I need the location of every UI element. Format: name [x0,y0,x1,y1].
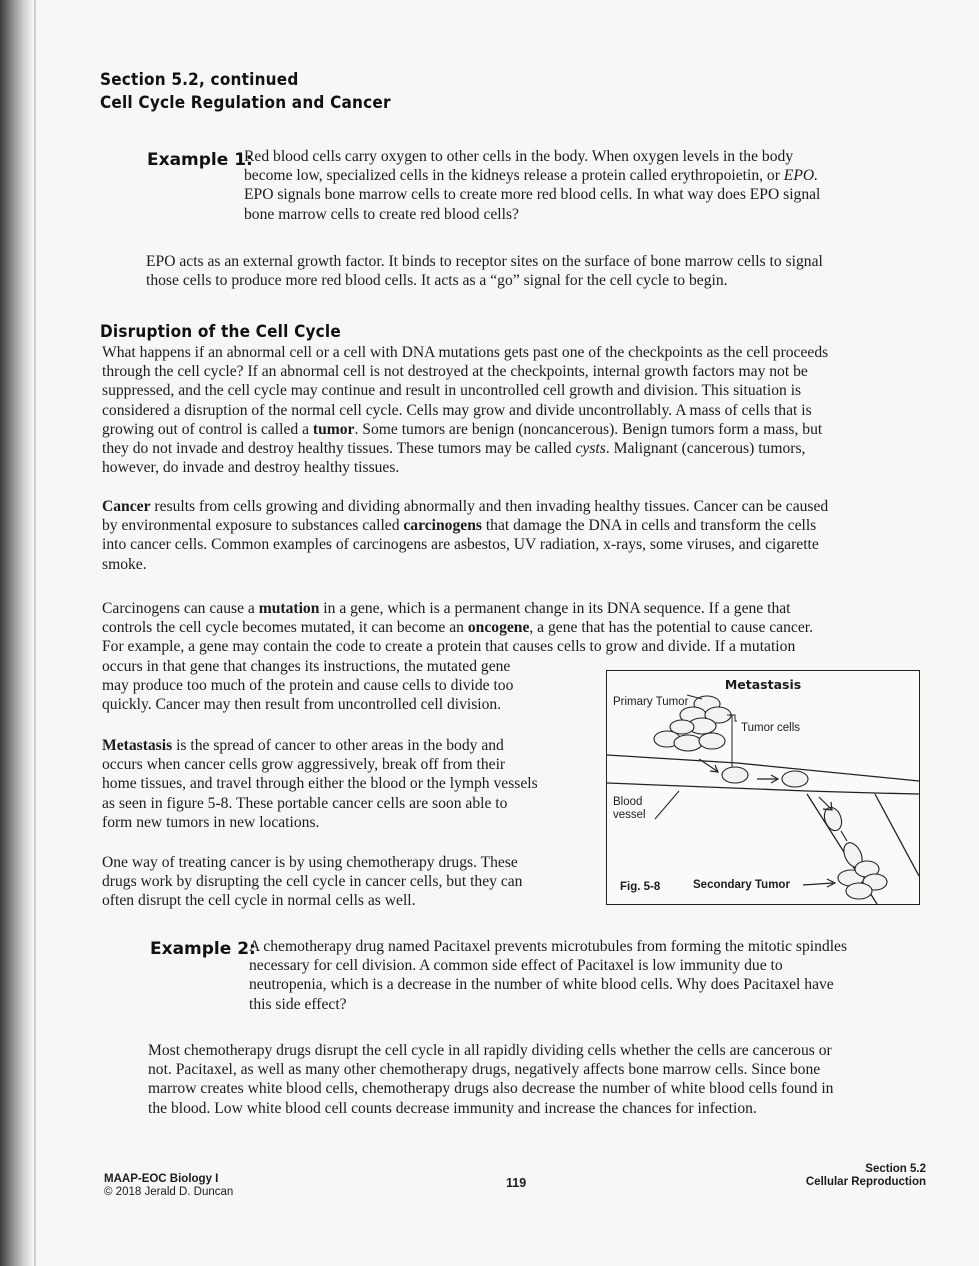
text-line: drugs work by disrupting the cell cycle in cancer cells, but they can [102,873,523,891]
text-line: the blood. Low white blood cell counts decrease immunity and increase the chances for infection. [148,1099,757,1117]
text-line: What happens if an abnormal cell or a cell with DNA mutations gets past one of the checkpoints as the cell proceeds [102,344,829,361]
figure-title: Metastasis [724,677,802,692]
text-line: form new tumors in new locations. [102,813,320,831]
example-1-question [244,147,820,224]
copyright: © 2018 Jerald D. Duncan [104,1186,234,1198]
chapter-title: Cellular Reproduction [805,1176,926,1188]
text-line: Most chemotherapy drugs disrupt the cell cycle in all rapidly dividing cells whether the cells are cancerous or [148,1042,832,1059]
disruption-heading: Disruption of the Cell Cycle [100,322,341,342]
blood-vessel-pointer [655,791,679,819]
text-line: EPO acts as an external growth factor. It binds to receptor sites on the surface of bone marrow cells to signal [146,253,823,270]
text-line: however, do invade and destroy healthy tissues. [102,459,400,477]
paragraph-chemotherapy [102,853,522,911]
text-line: home tissues, and travel through either the blood or the lymph vessels [102,775,538,793]
metastasis-figure [606,670,920,905]
text-line: controls the cell cycle becomes mutated, it can become an oncogene, a gene that has the potential to cause cancer. [102,619,813,637]
example-2-answer [148,1041,833,1118]
text-line: Carcinogens can cause a mutation in a gene, which is a permanent change in its DNA sequence. If a gene that [102,600,791,617]
page-title: Cell Cycle Regulation and Cancer [100,93,391,113]
text-line: as seen in figure 5-8. These portable cancer cells are soon able to [102,794,508,812]
vessel-lower-wall [607,783,919,794]
text-line: into cancer cells. Common examples of carcinogens are asbestos, UV radiation, x-rays, some viruses, and cigarette [102,536,819,554]
text-line: A chemotherapy drug named Pacitaxel prevents microtubules from forming the mitotic spindles [249,938,848,955]
text-line: may produce too much of the protein and cause cells to divide too [102,676,514,694]
text-line: this side effect? [249,995,347,1013]
blood-vessel-label: Blood vessel [613,796,646,821]
emphasized-term: cysts [575,440,606,458]
emphasized-term: tumor [312,420,355,438]
text-line: occurs when cancer cells grow aggressively, break off from their [102,756,506,774]
secondary-tumor-pointer [803,883,833,885]
tumor-cells-label: Tumor cells [741,722,800,734]
emphasized-term: Cancer [102,498,151,515]
text-line: One way of treating cancer is by using chemotherapy drugs. These [102,854,518,871]
text-line: not. Pacitaxel, as well as many other chemotherapy drugs, negatively affects bone marrow cells. Since bone [148,1061,821,1079]
emphasized-term: Metastasis [102,737,173,754]
text-line: Red blood cells carry oxygen to other cells in the body. When oxygen levels in the body [244,148,794,165]
circulating-tumor-cells [722,767,866,870]
paragraph-metastasis [102,736,538,832]
text-line: For example, a gene may contain the code to create a protein that causes cells to grow and divide. If a mutation [102,638,796,656]
example-1-label: Example 1: [147,150,253,170]
text-line: through the cell cycle? If an abnormal cell is not destroyed at the checkpoints, internal growth factors may not be [102,363,808,381]
section-number: Section 5.2 [865,1163,926,1175]
scan-edge-line [34,0,36,1266]
secondary-tumor-label: Secondary Tumor [693,879,790,891]
section-heading: Section 5.2, continued [100,70,299,90]
scan-edge-shadow [0,0,34,1266]
book-title: MAAP-EOC Biology I [104,1173,219,1185]
secondary-tumor-cells [838,861,887,899]
example-2-label: Example 2: [150,939,256,959]
example-2-question [249,937,847,1014]
text-line: quickly. Cancer may then result from uncontrolled cell division. [102,696,502,714]
tumor-cells-pointer [727,715,737,769]
text-line: neutropenia, which is a decrease in the number of white blood cells. Why does Pacitaxel have [249,976,834,994]
text-line: occurs in that gene that changes its instructions, the mutated gene [102,657,511,675]
emphasized-term: carcinogens [403,517,482,535]
emphasized-term: EPO. [783,167,819,185]
text-line: marrow creates white blood cells, chemotherapy drugs also decrease the number of white blood cells found in [148,1080,834,1098]
primary-tumor-label: Primary Tumor [613,696,689,708]
footer-right [806,1163,926,1189]
paragraph-cancer [102,497,828,574]
figure-number: Fig. 5-8 [620,881,661,893]
example-1-answer [146,252,823,290]
footer-left [104,1173,233,1199]
text-line: become low, specialized cells in the kidneys release a protein called erythropoietin, or EPO. [244,167,819,185]
vessel-upper-wall [607,755,919,781]
text-line: by environmental exposure to substances called carcinogens that damage the DNA in cells and transform the cells [102,517,817,535]
text-line: bone marrow cells to create red blood cells? [244,205,519,223]
text-line: Metastasis is the spread of cancer to other areas in the body and [102,737,504,754]
page-number: 119 [506,1176,527,1190]
text-line: they do not invade and destroy healthy tissues. These tumors may be called cysts. Malignant (cancerous) tumors, [102,440,806,458]
text-line: EPO signals bone marrow cells to create more red blood cells. In what way does EPO signal [244,186,821,204]
emphasized-term: oncogene [467,619,530,637]
vessel-branch-right [875,794,919,876]
emphasized-term: mutation [258,600,320,617]
paragraph-tumor [102,343,828,477]
text-line: smoke. [102,555,147,573]
text-line: Cancer results from cells growing and dividing abnormally and then invading healthy tissues. Cancer can be caused [102,498,829,515]
text-line: considered a disruption of the normal cell cycle. Cells may grow and divide uncontrollably. A mass of cells that is [102,401,812,419]
text-line: necessary for cell division. A common side effect of Pacitaxel is low immunity due to [249,957,783,975]
text-line: those cells to produce more red blood cells. It acts as a “go” signal for the cell cycle to begin. [146,272,728,290]
text-line: suppressed, and the cell cycle may continue and result in uncontrolled cell growth and division. This situation is [102,382,802,400]
text-line: growing out of control is called a tumor. Some tumors are benign (noncancerous). Benign tumors form a mass, but [102,420,823,438]
text-line: often disrupt the cell cycle in normal cells as well. [102,892,416,910]
